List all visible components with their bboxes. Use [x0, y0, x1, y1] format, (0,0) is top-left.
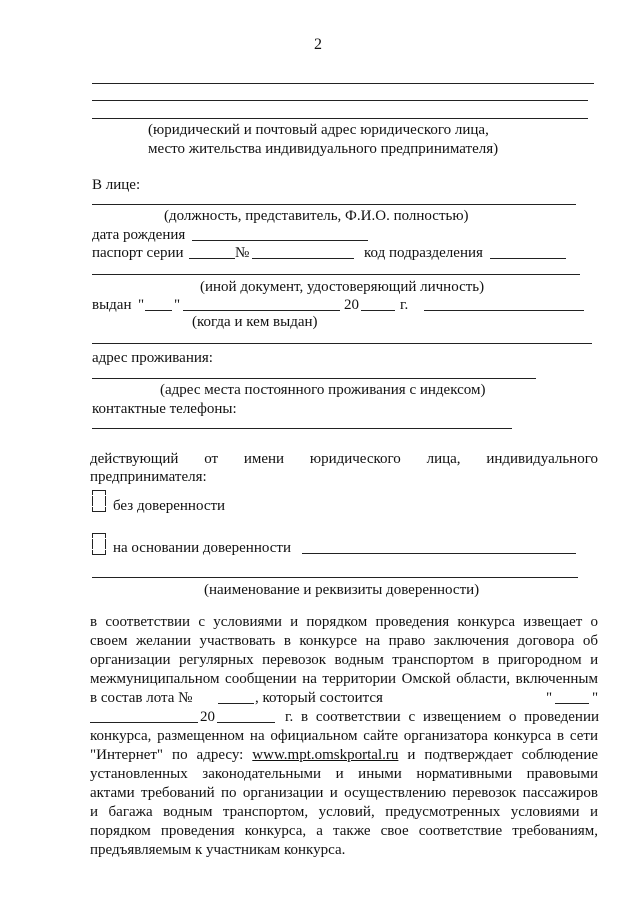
lot-number-field[interactable] — [218, 703, 254, 704]
issued-quote-open: " — [138, 297, 145, 313]
lot-year-field[interactable] — [217, 722, 275, 723]
lot-line-part1: в состав лота № — [90, 690, 193, 706]
body-line-2: своем желании участвовать в конкурсе на право заключения договора об — [90, 633, 599, 649]
lot-day-field[interactable] — [555, 703, 589, 704]
position-line[interactable] — [92, 204, 576, 205]
body-line-11: порядком проведения конкурса, а также свое соответствие требованиям, — [90, 823, 598, 839]
lot-month-field[interactable] — [90, 722, 198, 723]
issued-by-field[interactable] — [424, 310, 584, 311]
residence-line[interactable] — [92, 378, 536, 379]
acting-line-1 — [90, 450, 598, 469]
issued-year-suffix: г. — [400, 297, 409, 313]
in-person-label: В лице: — [92, 177, 141, 193]
body-line-1: в соответствии с условиями и порядком проведения конкурса извещает о — [90, 614, 599, 630]
lot-quote-close: " — [592, 690, 599, 706]
poa-line-2[interactable] — [92, 577, 578, 578]
option-with-poa: на основании доверенности — [113, 540, 291, 556]
issued-month-field[interactable] — [183, 310, 340, 311]
address-line-2[interactable] — [92, 100, 588, 101]
poa-details-field[interactable] — [302, 553, 576, 554]
checkbox-without-poa[interactable] — [92, 490, 104, 506]
phones-line[interactable] — [92, 428, 512, 429]
division-code-field[interactable] — [490, 258, 566, 259]
acting-word: действующий — [90, 451, 179, 467]
acting-word: от — [204, 451, 219, 467]
date-line-rest: г. в соответствии с извещением о проведении — [285, 709, 599, 725]
residence-caption: (адрес места постоянного проживания с индексом) — [160, 382, 486, 398]
acting-line-2: предпринимателя: — [90, 469, 207, 485]
issued-by-line-2[interactable] — [92, 343, 592, 344]
phones-label: контактные телефоны: — [92, 401, 237, 417]
address-line-1[interactable] — [92, 83, 594, 84]
residence-label: адрес проживания: — [92, 350, 213, 366]
page-number: 2 — [314, 36, 322, 53]
issued-day-field[interactable] — [145, 310, 172, 311]
address-line-3[interactable] — [92, 118, 588, 119]
address-caption-2: место жительства индивидуального предпринимателя) — [148, 141, 499, 157]
organizer-website-link[interactable]: www.mpt.omskportal.ru — [252, 747, 399, 763]
division-code-label: код подразделения — [364, 245, 483, 261]
position-caption: (должность, представитель, Ф.И.О. полностью) — [164, 208, 469, 224]
issued-quote-close: " — [174, 297, 181, 313]
passport-series-label: паспорт серии — [92, 245, 184, 261]
issued-year-field[interactable] — [361, 310, 395, 311]
passport-series-field[interactable] — [189, 258, 235, 259]
body-line-8: установленных законодательными и иными нормативными правовыми — [90, 766, 598, 782]
acting-word: имени — [243, 451, 285, 467]
lot-year-prefix: 20 — [200, 709, 215, 725]
birth-date-field[interactable] — [192, 240, 368, 241]
lot-quote-open: " — [546, 690, 553, 706]
number-sign: № — [235, 245, 250, 261]
birth-date-label: дата рождения — [92, 227, 186, 243]
body-line-6: конкурса, размещенном на официальном сайте организатора конкурса в сети — [90, 728, 598, 744]
internet-line: "Интернет" по адресу: www.mpt.omskportal.ru и подтверждает соблюдение — [90, 747, 599, 763]
poa-caption: (наименование и реквизиты доверенности) — [204, 582, 480, 598]
passport-number-field[interactable] — [252, 258, 354, 259]
body-line-10: и багажа водным транспортом, условий, предусмотренных условиями и — [90, 804, 598, 820]
body-last-line: предъявляемым к участникам конкурса. — [90, 842, 346, 858]
option-without-poa: без доверенности — [113, 498, 226, 514]
acting-word: юридического — [309, 451, 401, 467]
acting-word: лица, — [426, 451, 461, 467]
other-doc-line[interactable] — [92, 274, 580, 275]
issued-label: выдан — [92, 297, 132, 313]
body-line-4: межмуниципальном сообщении на территории Омской области, включенным — [90, 671, 598, 687]
body-line-9: актами требований по организации и осуществлению перевозок пассажиров — [90, 785, 598, 801]
issued-caption: (когда и кем выдан) — [192, 314, 318, 330]
body-line-3: организации регулярных перевозок водным транспортом в пригородном и — [90, 652, 599, 668]
issued-year-prefix: 20 — [344, 297, 359, 313]
lot-line-part2: , который состоится — [255, 690, 383, 706]
checkbox-with-poa[interactable] — [92, 533, 104, 549]
other-doc-caption: (иной документ, удостоверяющий личность) — [200, 279, 485, 295]
acting-word: индивидуального — [486, 451, 598, 467]
address-caption-1: (юридический и почтовый адрес юридического лица, — [148, 122, 489, 138]
